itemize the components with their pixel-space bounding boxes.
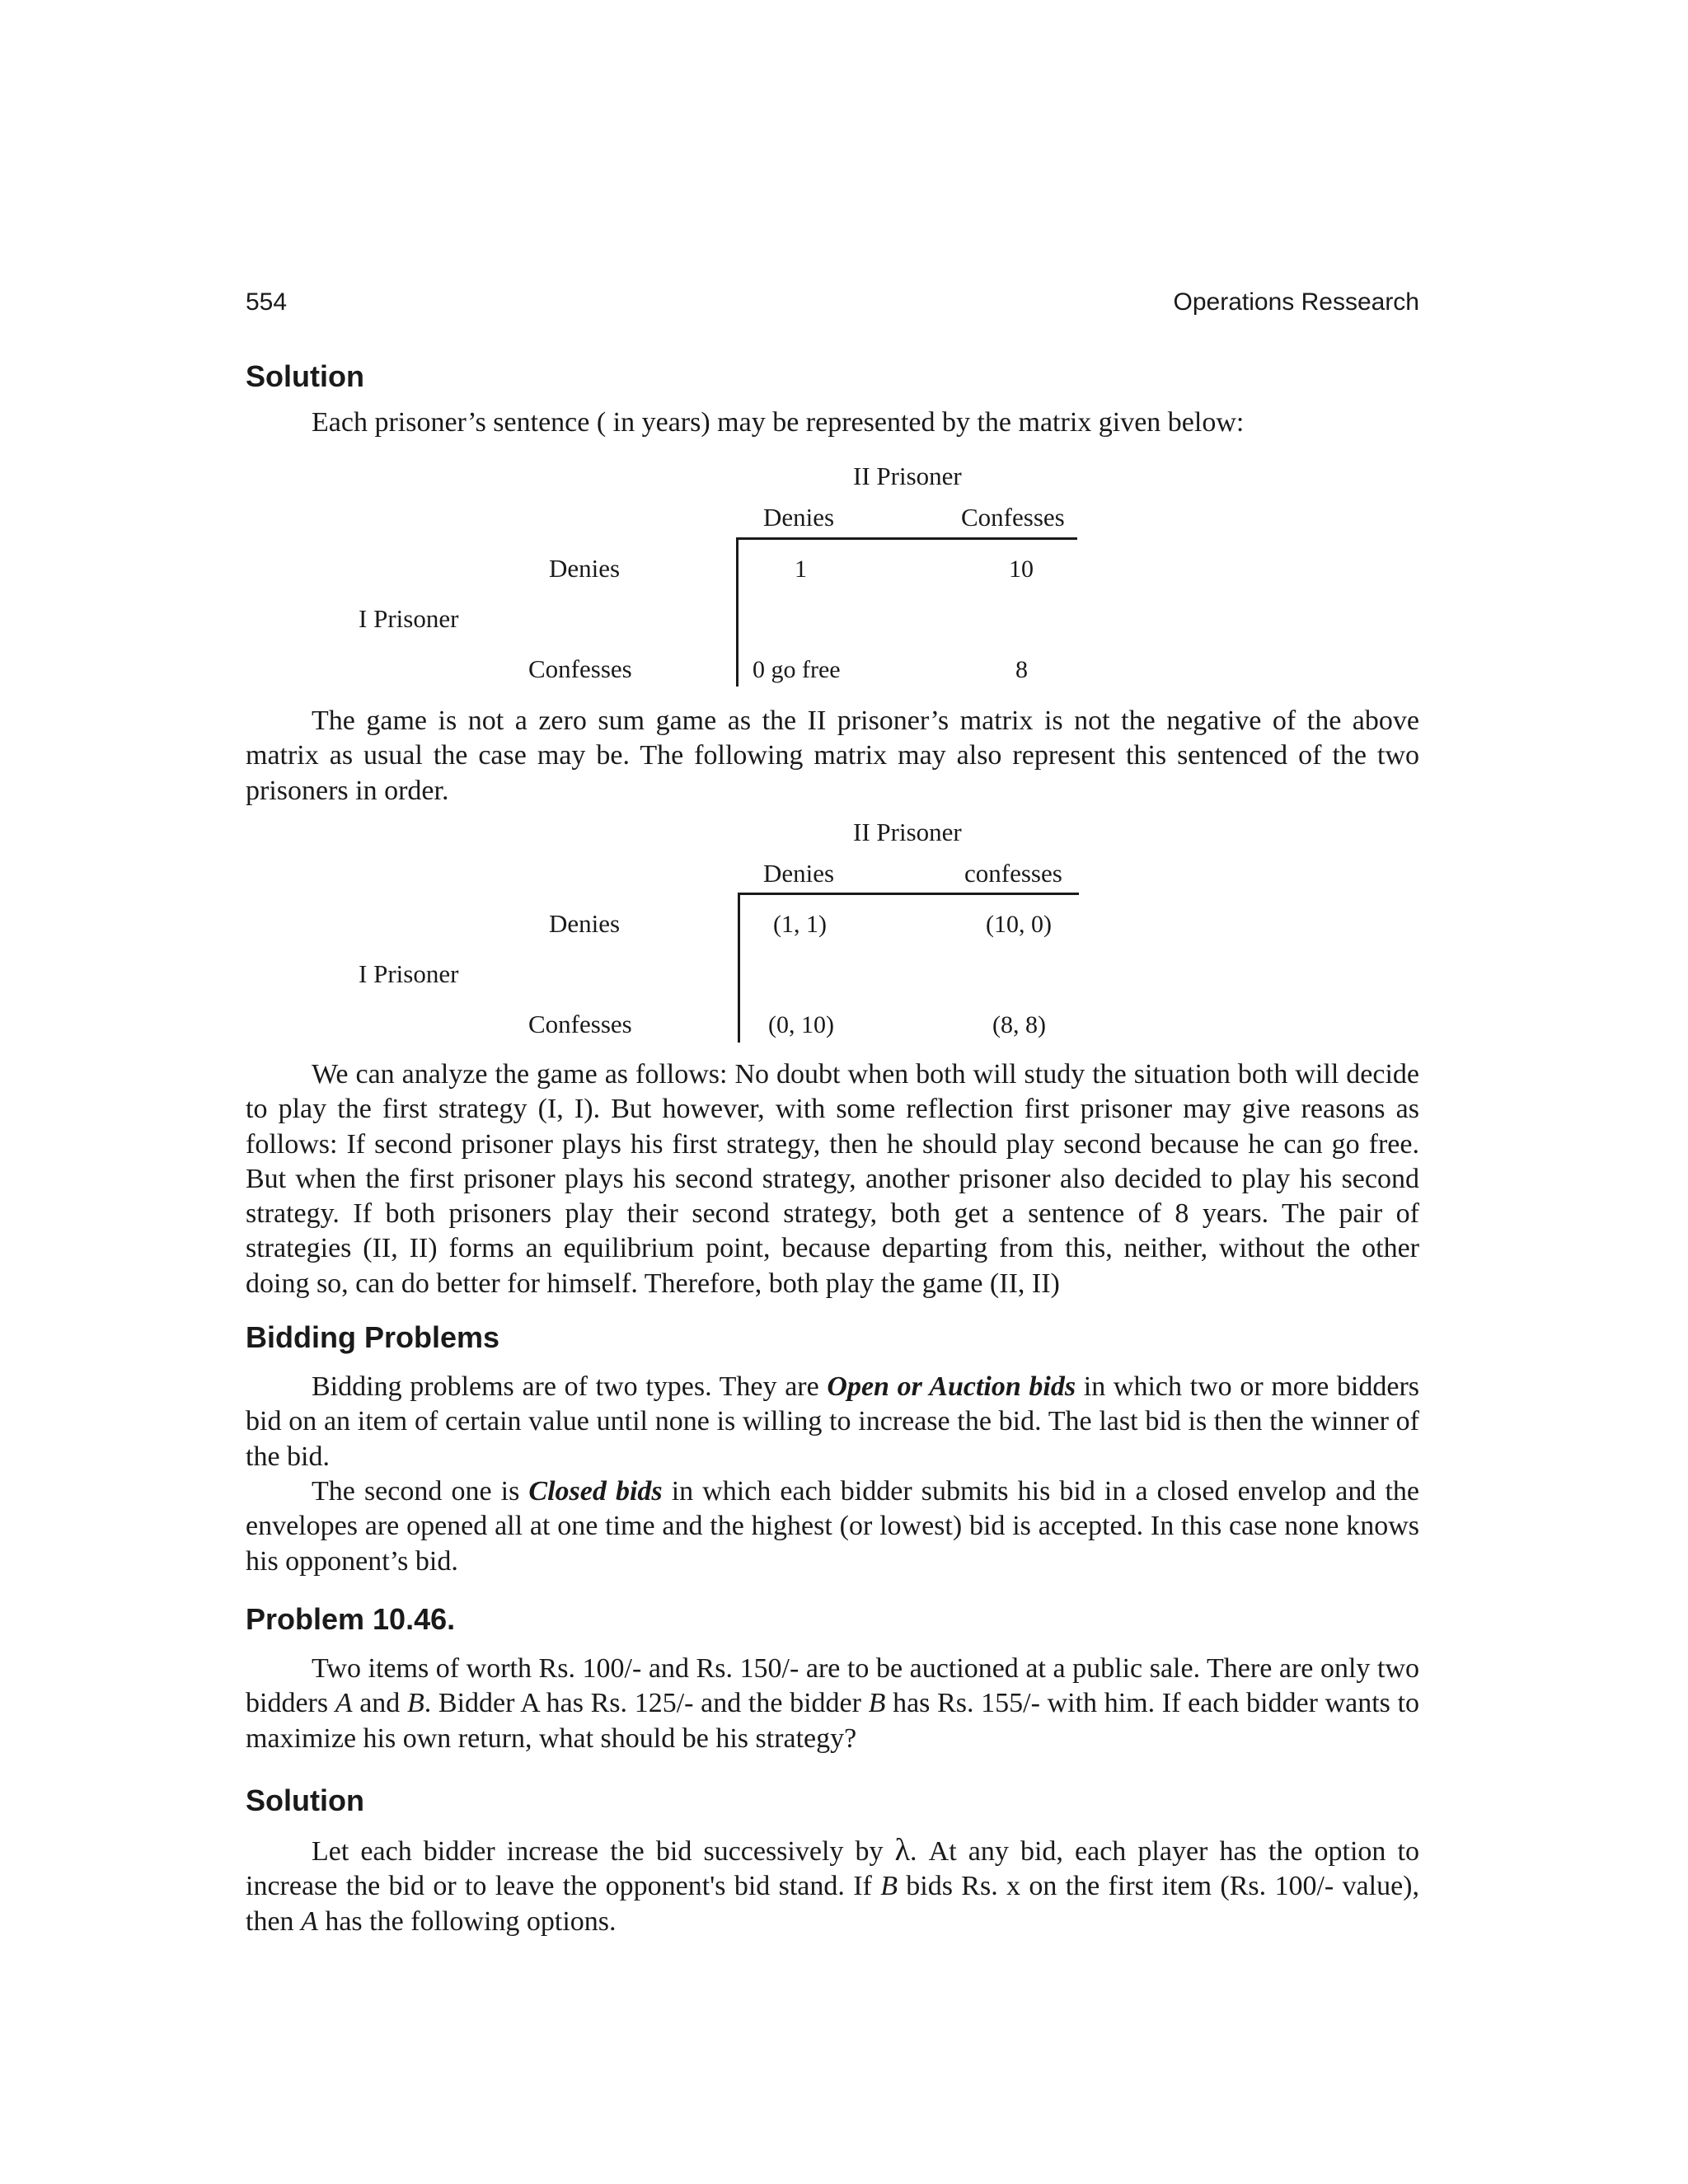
var-a: A	[335, 1688, 353, 1719]
lambda-symbol: λ	[894, 1833, 911, 1868]
matrix2-row-header-denies: Denies	[549, 909, 621, 938]
matrix1-col-header-confesses: Confesses	[961, 503, 1065, 532]
solution-heading-2: Solution	[246, 1783, 364, 1817]
text-run: Let each bidder increase the bid successively by	[312, 1836, 895, 1867]
solution2-paragraph	[246, 1833, 1419, 1939]
matrix1-left-rule	[736, 537, 738, 687]
matrix1-cell: 0 go free	[753, 656, 841, 683]
matrix2-col-header-confesses: confesses	[964, 859, 1062, 888]
page-number: 554	[246, 288, 288, 316]
solution-heading: Solution	[246, 359, 364, 393]
running-title: Operations Ressearch	[1173, 288, 1419, 316]
matrix2-cell: (10, 0)	[986, 911, 1052, 938]
text-run: in which each bidder submits his bid in a closed envelop and the envelopes are opened all at one time and the highest (or lowest) bid is accepted. In this case none knows his opponent’s bid.	[246, 1476, 1420, 1577]
matrix1-cell: 8	[1015, 656, 1028, 683]
zero-sum-paragraph: The game is not a zero sum game as the II prisoner’s matrix is not the negative of the above matrix as usual the case may be. The following matrix may also represent this sentenced of the two prisoners in order.	[246, 705, 1419, 806]
var-b: B	[880, 1871, 898, 1902]
text-run: . Bidder A has Rs. 125/- and the bidder	[424, 1688, 869, 1719]
matrix2-cell: (0, 10)	[768, 1011, 834, 1038]
matrix2-row-header-confesses: Confesses	[528, 1010, 632, 1038]
text-run: . At any bid, each player has the option to increase the bid or to leave the opponent's bid stand. If	[246, 1836, 1419, 1902]
matrix2-left-rule	[738, 893, 740, 1043]
bidding-paragraph-1	[246, 1370, 1419, 1474]
text-run: has the following options.	[317, 1905, 617, 1937]
matrix2-row-group: I Prisoner	[359, 959, 459, 988]
problem-paragraph	[246, 1652, 1419, 1756]
matrix2-cell: (8, 8)	[992, 1011, 1046, 1038]
matrix1-row-header-denies: Denies	[549, 554, 621, 583]
matrix2-top-rule	[738, 893, 1079, 895]
emphasis-closed-bids: Closed bids	[528, 1476, 663, 1507]
solution-intro: Each prisoner’s sentence ( in years) may be represented by the matrix given below:	[312, 407, 1245, 438]
matrix1-top-rule	[736, 537, 1077, 540]
text-run: The second one is	[312, 1476, 529, 1507]
text-run: Bidding problems are of two types. They are	[312, 1371, 828, 1402]
matrix2-col-group: II Prisoner	[853, 818, 962, 846]
var-b: B	[868, 1688, 886, 1719]
matrix1-cell: 1	[795, 555, 807, 583]
matrix1-col-group: II Prisoner	[853, 462, 962, 490]
emphasis-open-bids: Open or Auction bids	[827, 1371, 1076, 1402]
text-run: two bidders	[246, 1653, 1419, 1719]
text-run: has Rs. 155/- with him. If each bidder wants to maximize his own return, what should be his strategy?	[246, 1688, 1420, 1754]
text-run: and	[352, 1688, 407, 1719]
matrix1-row-group: I Prisoner	[359, 604, 459, 633]
bidding-paragraph-2	[246, 1474, 1419, 1579]
matrix2-col-header-denies: Denies	[763, 859, 835, 888]
var-a: A	[301, 1905, 318, 1937]
problem-heading: Problem 10.46.	[246, 1602, 456, 1636]
matrix1-row-header-confesses: Confesses	[528, 654, 632, 683]
matrix1-cell: 10	[1009, 555, 1034, 583]
text-run: Two items of worth Rs. 100/- and Rs. 150/- are to be auctioned at a public sale. There are only	[312, 1653, 1371, 1684]
matrix1-col-header-denies: Denies	[763, 503, 835, 532]
var-b: B	[406, 1688, 424, 1719]
text-run: bids Rs. x on the first item (Rs. 100/- value), then	[246, 1871, 1420, 1937]
analysis-paragraph: We can analyze the game as follows: No doubt when both will study the situation both will decide to play the first strategy (I, I). But however, with some reflection first prisoner may give reasons as follows: If second prisoner plays his first strategy, then he should play second because he can go free. But when the first prisoner plays his second strategy, another prisoner also decided to play his second strategy. If both prisoners play their second strategy, both get a sentence of 8 years. The pair of strategies (II, II) forms an equilibrium point, because departing from this, neither, without the other doing so, can do better for himself. Therefore, both play the game (II, II)	[246, 1059, 1419, 1299]
bidding-problems-heading: Bidding Problems	[246, 1320, 500, 1354]
matrix2-cell: (1, 1)	[773, 911, 827, 938]
text-run: in which two or more bidders bid on an item of certain value until none is willing to increase the bid. The last bid is then the winner of the bid.	[246, 1371, 1419, 1472]
